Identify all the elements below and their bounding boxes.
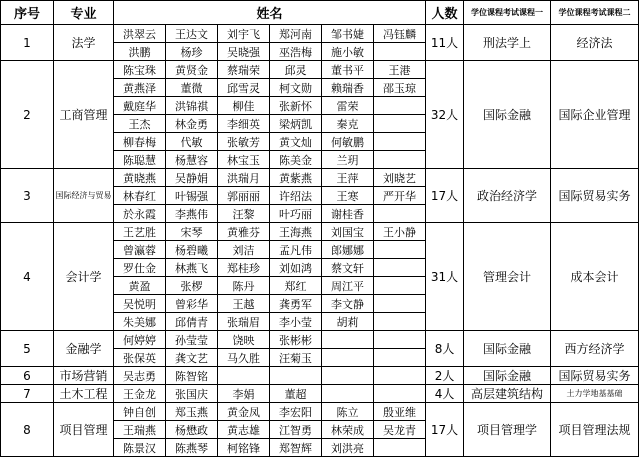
name-cell: 王港 bbox=[374, 61, 426, 79]
name-cell: 董微 bbox=[166, 79, 218, 97]
name-cell bbox=[374, 385, 426, 403]
name-cell: 江智勇 bbox=[270, 421, 322, 439]
name-cell: 邱灵 bbox=[270, 61, 322, 79]
name-cell bbox=[374, 151, 426, 169]
name-cell: 马久胜 bbox=[218, 349, 270, 367]
name-cell: 陈美金 bbox=[270, 151, 322, 169]
name-cell: 刘晓艺 bbox=[374, 169, 426, 187]
group-course1: 国际金融 bbox=[464, 61, 551, 169]
name-cell bbox=[374, 43, 426, 61]
group-count: 32人 bbox=[426, 61, 464, 169]
name-cell: 吴志勇 bbox=[114, 367, 166, 385]
name-cell: 刘洁 bbox=[218, 241, 270, 259]
name-cell: 王海燕 bbox=[270, 223, 322, 241]
table-row bbox=[1, 223, 639, 241]
name-cell: 郎娜娜 bbox=[322, 241, 374, 259]
name-cell: 王杰 bbox=[114, 115, 166, 133]
name-cell: 张国庆 bbox=[166, 385, 218, 403]
name-cell: 张保英 bbox=[114, 349, 166, 367]
name-cell: 秦克 bbox=[322, 115, 374, 133]
name-cell: 赖瑞香 bbox=[322, 79, 374, 97]
group-major: 土木工程 bbox=[54, 385, 114, 403]
group-major: 项目管理 bbox=[54, 403, 114, 457]
name-cell: 曾瀛蓉 bbox=[114, 241, 166, 259]
name-cell: 王达文 bbox=[166, 25, 218, 43]
table-row bbox=[1, 169, 639, 187]
name-cell: 吴悦明 bbox=[114, 295, 166, 313]
name-cell: 饶映 bbox=[218, 331, 270, 349]
name-cell: 宋琴 bbox=[166, 223, 218, 241]
name-cell: 黄晓燕 bbox=[114, 169, 166, 187]
name-cell: 李宏阳 bbox=[270, 403, 322, 421]
name-cell: 朱美娜 bbox=[114, 313, 166, 331]
name-cell: 陈宝珠 bbox=[114, 61, 166, 79]
name-cell: 黄紫燕 bbox=[270, 169, 322, 187]
name-cell bbox=[322, 385, 374, 403]
name-cell bbox=[374, 259, 426, 277]
name-cell: 冯钰麟 bbox=[374, 25, 426, 43]
name-cell: 黄文灿 bbox=[270, 133, 322, 151]
name-cell bbox=[374, 367, 426, 385]
group-seq: 4 bbox=[1, 223, 54, 331]
name-cell: 林春红 bbox=[114, 187, 166, 205]
group-course2: 项目管理法规 bbox=[551, 403, 639, 457]
group-count: 17人 bbox=[426, 169, 464, 223]
group-course1: 管理会计 bbox=[464, 223, 551, 331]
name-cell: 孙莹莹 bbox=[166, 331, 218, 349]
group-seq: 5 bbox=[1, 331, 54, 367]
name-cell: 王艺胜 bbox=[114, 223, 166, 241]
name-cell: 汪菊玉 bbox=[270, 349, 322, 367]
header-names: 姓名 bbox=[114, 1, 426, 25]
header-count: 人数 bbox=[426, 1, 464, 25]
table-row bbox=[1, 367, 639, 385]
name-cell: 雷荣 bbox=[322, 97, 374, 115]
name-cell: 林荣成 bbox=[322, 421, 374, 439]
group-count: 8人 bbox=[426, 331, 464, 367]
group-seq: 8 bbox=[1, 403, 54, 457]
group-course2: 经济法 bbox=[551, 25, 639, 61]
name-cell: 陈聪慧 bbox=[114, 151, 166, 169]
group-course1: 刑法学上 bbox=[464, 25, 551, 61]
table-row bbox=[1, 385, 639, 403]
name-cell: 代敏 bbox=[166, 133, 218, 151]
name-cell: 邹书婕 bbox=[322, 25, 374, 43]
name-cell: 柯文勋 bbox=[270, 79, 322, 97]
name-cell bbox=[374, 295, 426, 313]
name-cell: 戴庭华 bbox=[114, 97, 166, 115]
name-cell: 杨懋政 bbox=[166, 421, 218, 439]
name-cell: 黄金凤 bbox=[218, 403, 270, 421]
header-course2: 学位课程考试课程二 bbox=[551, 1, 639, 25]
header-seq: 序号 bbox=[1, 1, 54, 25]
table-row bbox=[1, 403, 639, 421]
table-body bbox=[1, 25, 639, 457]
name-cell: 李娟 bbox=[218, 385, 270, 403]
header-major: 专业 bbox=[54, 1, 114, 25]
name-cell bbox=[374, 133, 426, 151]
name-cell: 郑河南 bbox=[270, 25, 322, 43]
name-cell: 曾彩华 bbox=[166, 295, 218, 313]
name-cell: 张新怀 bbox=[270, 97, 322, 115]
name-cell: 黄燕泽 bbox=[114, 79, 166, 97]
name-cell bbox=[218, 367, 270, 385]
name-cell: 陈景汉 bbox=[114, 439, 166, 457]
name-cell: 陈燕琴 bbox=[166, 439, 218, 457]
group-count: 17人 bbox=[426, 403, 464, 457]
name-cell: 吴静娟 bbox=[166, 169, 218, 187]
name-cell: 洪锦祺 bbox=[166, 97, 218, 115]
name-cell: 王小静 bbox=[374, 223, 426, 241]
name-cell: 刘国宝 bbox=[322, 223, 374, 241]
group-course2: 西方经济学 bbox=[551, 331, 639, 367]
name-cell: 黄盈 bbox=[114, 277, 166, 295]
name-cell bbox=[374, 277, 426, 295]
name-cell: 龚勇军 bbox=[270, 295, 322, 313]
name-cell: 柯铭锋 bbox=[218, 439, 270, 457]
group-major: 法学 bbox=[54, 25, 114, 61]
group-seq: 2 bbox=[1, 61, 54, 169]
group-major: 市场营销 bbox=[54, 367, 114, 385]
name-cell: 林宝玉 bbox=[218, 151, 270, 169]
name-cell: 洪瑞月 bbox=[218, 169, 270, 187]
name-cell bbox=[322, 349, 374, 367]
name-cell: 殷亚维 bbox=[374, 403, 426, 421]
name-cell: 吴晓强 bbox=[218, 43, 270, 61]
name-cell: 何婷婷 bbox=[114, 331, 166, 349]
name-cell: 周江平 bbox=[322, 277, 374, 295]
name-cell: 李细英 bbox=[218, 115, 270, 133]
name-cell: 李小莹 bbox=[270, 313, 322, 331]
name-cell: 蔡瑞荣 bbox=[218, 61, 270, 79]
group-count: 2人 bbox=[426, 367, 464, 385]
name-cell: 柳春梅 bbox=[114, 133, 166, 151]
name-cell: 柳佳 bbox=[218, 97, 270, 115]
name-cell bbox=[374, 241, 426, 259]
name-cell bbox=[374, 97, 426, 115]
name-cell: 王瑞燕 bbox=[114, 421, 166, 439]
name-cell: 刘洪亮 bbox=[322, 439, 374, 457]
group-major: 国际经济与贸易 bbox=[54, 169, 114, 223]
name-cell: 郑桂珍 bbox=[218, 259, 270, 277]
name-cell: 龚文艺 bbox=[166, 349, 218, 367]
name-cell: 张敏芳 bbox=[218, 133, 270, 151]
name-cell: 叶巧丽 bbox=[270, 205, 322, 223]
group-seq: 1 bbox=[1, 25, 54, 61]
group-seq: 3 bbox=[1, 169, 54, 223]
name-cell: 陈立 bbox=[322, 403, 374, 421]
table-row bbox=[1, 331, 639, 349]
name-cell: 胡莉 bbox=[322, 313, 374, 331]
group-course1: 政治经济学 bbox=[464, 169, 551, 223]
table-row bbox=[1, 25, 639, 43]
group-course1: 国际金融 bbox=[464, 331, 551, 367]
name-cell: 洪鹏 bbox=[114, 43, 166, 61]
name-cell: 严开华 bbox=[374, 187, 426, 205]
name-cell: 汪黎 bbox=[218, 205, 270, 223]
name-cell: 董书平 bbox=[322, 61, 374, 79]
group-course2: 国际贸易实务 bbox=[551, 169, 639, 223]
group-major: 会计学 bbox=[54, 223, 114, 331]
name-cell: 罗仕金 bbox=[114, 259, 166, 277]
name-cell: 许绍法 bbox=[270, 187, 322, 205]
name-cell: 郑红 bbox=[270, 277, 322, 295]
group-course1: 高层建筑结构 bbox=[464, 385, 551, 403]
name-cell: 陈丹 bbox=[218, 277, 270, 295]
name-cell: 林燕飞 bbox=[166, 259, 218, 277]
group-major: 工商管理 bbox=[54, 61, 114, 169]
name-cell: 刘如鸿 bbox=[270, 259, 322, 277]
name-cell: 郑玉燕 bbox=[166, 403, 218, 421]
group-major: 金融学 bbox=[54, 331, 114, 367]
group-course2: 国际企业管理 bbox=[551, 61, 639, 169]
group-count: 31人 bbox=[426, 223, 464, 331]
group-course2: 国际贸易实务 bbox=[551, 367, 639, 385]
name-cell: 王越 bbox=[218, 295, 270, 313]
header-course1: 学位课程考试课程一 bbox=[464, 1, 551, 25]
name-cell bbox=[374, 115, 426, 133]
name-cell: 邵玉琼 bbox=[374, 79, 426, 97]
name-cell: 张彬彬 bbox=[270, 331, 322, 349]
group-count: 11人 bbox=[426, 25, 464, 61]
name-cell: 邱倩青 bbox=[166, 313, 218, 331]
table-header bbox=[1, 1, 639, 25]
name-cell: 林金勇 bbox=[166, 115, 218, 133]
name-cell bbox=[374, 205, 426, 223]
name-cell: 王金龙 bbox=[114, 385, 166, 403]
name-cell: 黄雅芬 bbox=[218, 223, 270, 241]
name-cell: 陈智铭 bbox=[166, 367, 218, 385]
name-cell: 钟自创 bbox=[114, 403, 166, 421]
name-cell bbox=[270, 367, 322, 385]
name-cell bbox=[322, 367, 374, 385]
name-cell: 李燕伟 bbox=[166, 205, 218, 223]
name-cell: 郑智辉 bbox=[270, 439, 322, 457]
name-cell: 王萍 bbox=[322, 169, 374, 187]
name-cell bbox=[374, 439, 426, 457]
group-course1: 项目管理学 bbox=[464, 403, 551, 457]
name-cell bbox=[322, 331, 374, 349]
name-cell: 兰玥 bbox=[322, 151, 374, 169]
name-cell: 黄志雄 bbox=[218, 421, 270, 439]
name-cell: 邱雪灵 bbox=[218, 79, 270, 97]
name-cell: 何敏鹏 bbox=[322, 133, 374, 151]
name-cell bbox=[374, 313, 426, 331]
group-seq: 6 bbox=[1, 367, 54, 385]
name-cell: 孟凡伟 bbox=[270, 241, 322, 259]
group-course2: 土力学地基基础 bbox=[551, 385, 639, 403]
group-course1: 国际金融 bbox=[464, 367, 551, 385]
name-cell: 洪翠云 bbox=[114, 25, 166, 43]
name-cell: 张椤 bbox=[166, 277, 218, 295]
name-cell: 郭丽丽 bbox=[218, 187, 270, 205]
group-count: 4人 bbox=[426, 385, 464, 403]
name-cell: 於永霞 bbox=[114, 205, 166, 223]
name-cell: 叶锡强 bbox=[166, 187, 218, 205]
name-cell bbox=[374, 349, 426, 367]
name-cell: 黄贤金 bbox=[166, 61, 218, 79]
name-cell: 杨碧曦 bbox=[166, 241, 218, 259]
name-cell: 刘宇飞 bbox=[218, 25, 270, 43]
name-cell: 杨慧容 bbox=[166, 151, 218, 169]
name-cell: 董超 bbox=[270, 385, 322, 403]
group-seq: 7 bbox=[1, 385, 54, 403]
name-cell: 王寒 bbox=[322, 187, 374, 205]
name-cell: 杨珍 bbox=[166, 43, 218, 61]
name-cell: 张瑞眉 bbox=[218, 313, 270, 331]
name-cell: 梁炳凯 bbox=[270, 115, 322, 133]
name-cell: 施小敏 bbox=[322, 43, 374, 61]
name-cell: 谢桂香 bbox=[322, 205, 374, 223]
table-row bbox=[1, 61, 639, 79]
name-cell: 巫浩梅 bbox=[270, 43, 322, 61]
name-cell: 李文静 bbox=[322, 295, 374, 313]
group-course2: 成本会计 bbox=[551, 223, 639, 331]
name-cell: 蔡文轩 bbox=[322, 259, 374, 277]
name-cell: 吴龙青 bbox=[374, 421, 426, 439]
name-cell bbox=[374, 331, 426, 349]
